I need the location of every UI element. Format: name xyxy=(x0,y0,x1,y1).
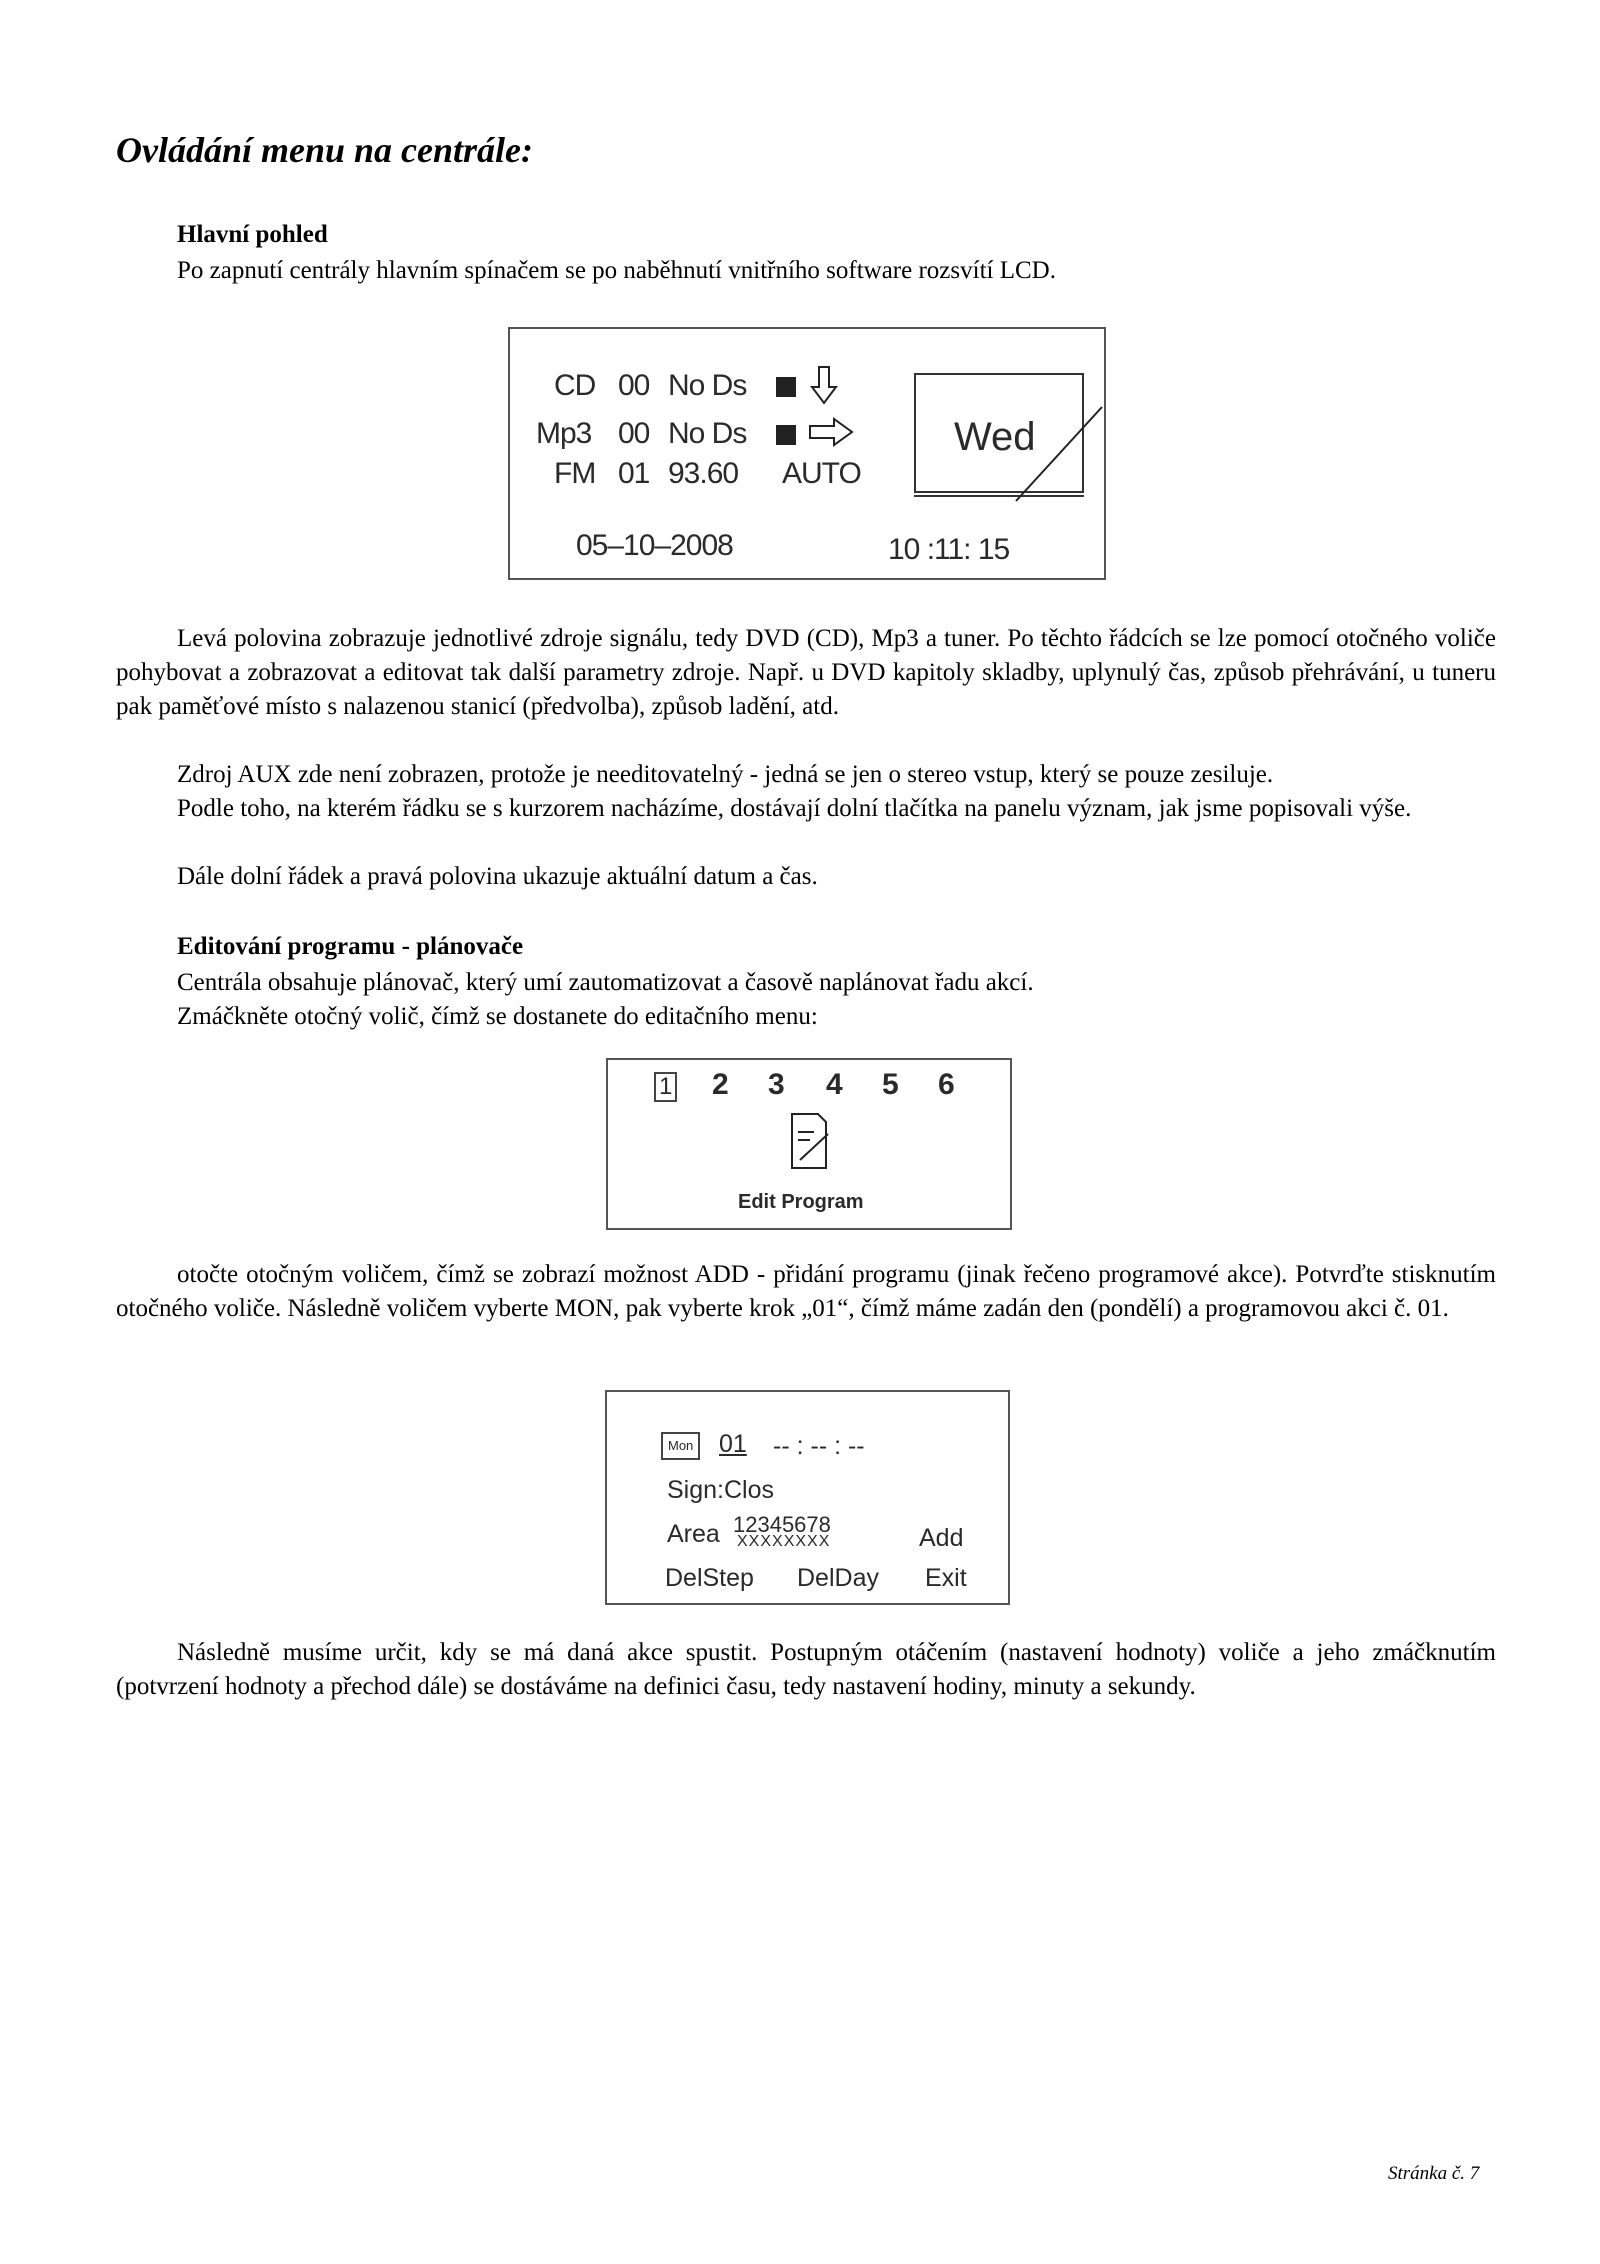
program-slot-selected: 1 xyxy=(654,1072,677,1102)
paragraph-sources: Levá polovina zobrazuje jednotlivé zdroje signálu, tedy DVD (CD), Mp3 a tuner. Po těchto řádcích se lze pomocí otočného voliče pohybovat a zobrazovat a editovat tak další parametry zdroje. Např. u DVD kapitoly skladby, uplynulý čas, způsob přehrávání, u tuneru pak paměťové místo s nalazenou stanicí (předvolba), způsob ladění, atd. xyxy=(116,625,1496,720)
lcd-mp3-status: No Ds xyxy=(668,417,747,450)
program-slot: 4 xyxy=(826,1068,843,1101)
lcd-area-marks: XXXXXXXX xyxy=(737,1533,831,1550)
lcd-program-step-figure xyxy=(605,1390,1010,1605)
lcd-cd-status: No Ds xyxy=(668,369,747,402)
lcd-time: 10 :11: 15 xyxy=(888,533,1010,566)
lcd-area-digits: 12345678 xyxy=(733,1512,831,1537)
lcd-edit-program-figure xyxy=(606,1058,1012,1230)
lcd-day: Wed xyxy=(954,415,1036,459)
lcd-mp3-label: Mp3 xyxy=(536,417,592,450)
page-number: Stránka č. 7 xyxy=(1388,2163,1480,2184)
lcd-add-option: Add xyxy=(919,1524,964,1552)
program-slot: 5 xyxy=(882,1068,899,1101)
paragraph-cursor: Podle toho, na kterém řádku se s kurzorem nacházíme, dostávají dolní tlačítka na panelu význam, jak jsme popisovali výše. xyxy=(177,795,1412,822)
section-heading-main-view: Hlavní pohled xyxy=(177,221,328,248)
program-slot: 2 xyxy=(712,1068,729,1101)
stop-square-icon xyxy=(776,377,796,397)
paragraph-datetime: Dále dolní řádek a pravá polovina ukazuje aktuální datum a čas. xyxy=(177,863,818,890)
arrow-right-icon xyxy=(808,417,854,447)
program-slot: 6 xyxy=(938,1068,955,1101)
lcd-fm-frequency: 93.60 xyxy=(668,457,739,490)
stop-square-icon xyxy=(776,425,796,445)
lcd-area-label: Area xyxy=(667,1520,720,1548)
lcd-fm-mode: AUTO xyxy=(782,457,861,490)
section-intro: Po zapnutí centrály hlavním spínačem se po naběhnutí vnitřního software rozsvítí LCD. xyxy=(177,257,1056,284)
edit-document-icon xyxy=(788,1112,832,1172)
lcd-exit-option: Exit xyxy=(925,1564,967,1592)
paragraph-set-time: Následně musíme určit, kdy se má daná akce spustit. Postupným otáčením (nastavení hodnoty) voliče a jeho zmáčknutím (potvrzení hodnoty a přechod dále) se dostáváme na definici času, tedy nastavení hodiny, minuty a sekundy. xyxy=(116,1639,1496,1700)
lcd-day-slash xyxy=(1014,405,1104,503)
lcd-fm-preset: 01 xyxy=(618,457,650,490)
lcd-date: 05–10–2008 xyxy=(576,529,733,562)
page-title: Ovládání menu na centrále: xyxy=(116,130,534,170)
section-heading-edit-program: Editování programu - plánovače xyxy=(177,933,524,960)
paragraph-add-program: otočte otočným voličem, čímž se zobrazí možnost ADD - přidání programu (jinak řečeno programové akce). Potvrďte stisknutím otočného voliče. Následně voličem vyberte MON, pak vyberte krok „01“, čímž máme zadán den (pondělí) a programovou akci č. 01. xyxy=(116,1261,1496,1322)
lcd-fm-label: FM xyxy=(554,457,596,490)
lcd-cd-track: 00 xyxy=(618,369,650,402)
lcd-delday-option: DelDay xyxy=(797,1564,879,1592)
lcd-mp3-track: 00 xyxy=(618,417,650,450)
lcd-delstep-option: DelStep xyxy=(665,1564,754,1592)
section2-line2: Zmáčkněte otočný volič, čímž se dostanete do editačního menu: xyxy=(177,1003,818,1030)
edit-program-label: Edit Program xyxy=(738,1191,864,1213)
section2-line1: Centrála obsahuje plánovač, který umí zautomatizovat a časově naplánovat řadu akcí. xyxy=(177,969,1034,996)
paragraph-aux: Zdroj AUX zde není zobrazen, protože je needitovatelný - jedná se jen o stereo vstup, který se pouze zesiluje. xyxy=(177,761,1274,788)
lcd-main-view-figure xyxy=(508,327,1106,580)
arrow-down-icon xyxy=(810,365,838,405)
lcd-cd-label: CD xyxy=(554,369,596,402)
lcd-step-number: 01 xyxy=(719,1430,747,1458)
lcd-step-time: -- : -- : -- xyxy=(773,1432,865,1460)
lcd-day-selector: Mon xyxy=(661,1432,700,1460)
program-slot: 3 xyxy=(768,1068,785,1101)
lcd-sign-label: Sign:Clos xyxy=(667,1476,774,1504)
